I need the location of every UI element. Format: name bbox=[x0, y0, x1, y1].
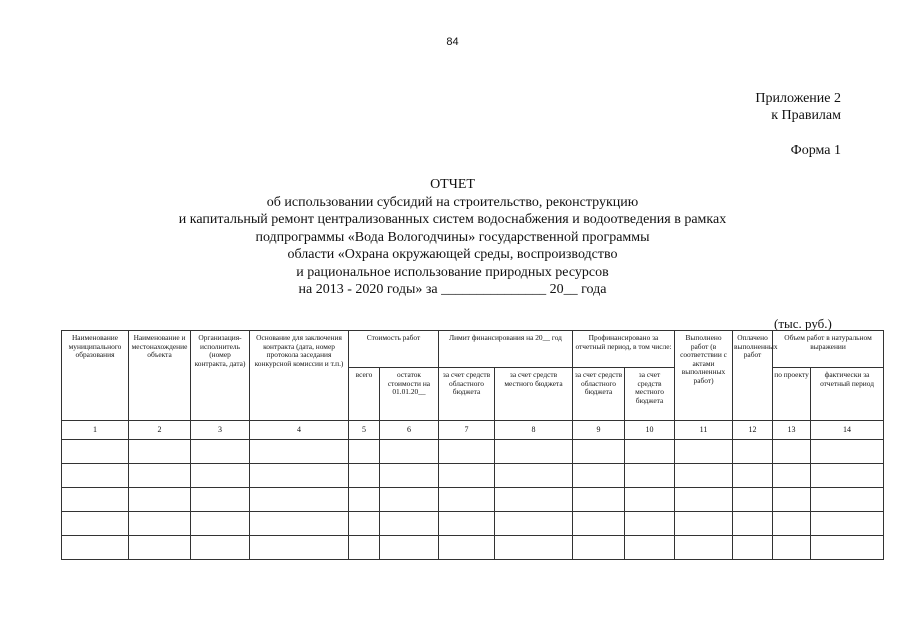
table-cell bbox=[675, 536, 733, 560]
table-cell bbox=[129, 488, 191, 512]
table-cell bbox=[573, 536, 625, 560]
table-cell bbox=[573, 464, 625, 488]
header-financed-regional: за счет средств областного бюджета bbox=[573, 368, 625, 421]
header-work-done: Выполнено работ (в соответствии с актами выполненных работ) bbox=[675, 331, 733, 421]
table-cell bbox=[495, 512, 573, 536]
table-row bbox=[62, 488, 884, 512]
table-cell bbox=[62, 488, 129, 512]
header-volume-actual: фактически за отчетный период bbox=[811, 368, 884, 421]
table-cell bbox=[773, 536, 811, 560]
title-line: об использовании субсидий на строительство, реконструкцию bbox=[266, 194, 639, 210]
header-limit-regional: за счет средств областного бюджета bbox=[439, 368, 495, 421]
table-cell bbox=[733, 440, 773, 464]
appendix-label: Приложение 2 bbox=[755, 91, 841, 106]
column-number: 12 bbox=[733, 421, 773, 440]
table-cell bbox=[625, 512, 675, 536]
column-numbers-row bbox=[62, 421, 884, 440]
table-cell bbox=[733, 488, 773, 512]
table-cell bbox=[129, 440, 191, 464]
column-number: 8 bbox=[495, 421, 573, 440]
column-number: 5 bbox=[349, 421, 380, 440]
header-volume-project: по проекту bbox=[773, 368, 811, 421]
table-cell bbox=[773, 440, 811, 464]
table-cell bbox=[62, 512, 129, 536]
table-cell bbox=[191, 440, 250, 464]
table-cell bbox=[349, 536, 380, 560]
column-number: 2 bbox=[129, 421, 191, 440]
table-cell bbox=[349, 464, 380, 488]
header-paid: Оплачено выполненных работ bbox=[733, 331, 773, 421]
column-number: 7 bbox=[439, 421, 495, 440]
table-row bbox=[62, 536, 884, 560]
header-contractor: Организация-исполнитель (номер контракта, дата) bbox=[191, 331, 250, 421]
table-cell bbox=[439, 488, 495, 512]
table-cell bbox=[811, 512, 884, 536]
table-cell bbox=[439, 464, 495, 488]
table-row bbox=[62, 440, 884, 464]
report-table bbox=[61, 330, 884, 560]
table-cell bbox=[349, 488, 380, 512]
title-line: и рациональное использование природных ресурсов bbox=[296, 264, 609, 280]
table-cell bbox=[380, 512, 439, 536]
table-cell bbox=[62, 464, 129, 488]
table-cell bbox=[495, 488, 573, 512]
header-object: Наименование и местонахождение объекта bbox=[129, 331, 191, 421]
table-cell bbox=[380, 536, 439, 560]
table-cell bbox=[495, 440, 573, 464]
column-number: 11 bbox=[675, 421, 733, 440]
table-cell bbox=[811, 464, 884, 488]
header-municipality: Наименование муниципального образования bbox=[62, 331, 129, 421]
table-cell bbox=[811, 440, 884, 464]
header-cost-total: всего bbox=[349, 368, 380, 421]
form-label: Форма 1 bbox=[790, 143, 841, 158]
table-cell bbox=[773, 464, 811, 488]
header-group-volume: Объем работ в натуральном выражении bbox=[773, 331, 884, 368]
table-cell bbox=[380, 440, 439, 464]
table-cell bbox=[191, 512, 250, 536]
table-cell bbox=[625, 488, 675, 512]
table-cell bbox=[250, 440, 349, 464]
table-cell bbox=[811, 488, 884, 512]
table-cell bbox=[62, 536, 129, 560]
header-limit-local: за счет средств местного бюджета bbox=[495, 368, 573, 421]
table-cell bbox=[495, 536, 573, 560]
table-cell bbox=[439, 512, 495, 536]
table-cell bbox=[811, 536, 884, 560]
column-number: 13 bbox=[773, 421, 811, 440]
header-group-limit: Лимит финансирования на 20__ год bbox=[439, 331, 573, 368]
table-cell bbox=[439, 440, 495, 464]
table-cell bbox=[573, 488, 625, 512]
header-group-financed: Профинансировано за отчетный период, в том числе: bbox=[573, 331, 675, 368]
table-cell bbox=[129, 512, 191, 536]
table-cell bbox=[675, 512, 733, 536]
table-cell bbox=[62, 440, 129, 464]
header-contract-basis: Основание для заключения контракта (дата, номер протокола заседания конкурсной комиссии и т.п.) bbox=[250, 331, 349, 421]
column-number: 1 bbox=[62, 421, 129, 440]
title-line: и капитальный ремонт централизованных систем водоснабжения и водоотведения в рамках bbox=[178, 212, 727, 227]
table-cell bbox=[250, 512, 349, 536]
table-cell bbox=[625, 440, 675, 464]
table-cell bbox=[129, 464, 191, 488]
title-line: на 2013 - 2020 годы» за _______________ 20__ года bbox=[298, 282, 607, 297]
column-number: 9 bbox=[573, 421, 625, 440]
title-line: ОТЧЕТ bbox=[430, 177, 475, 192]
table-cell bbox=[191, 536, 250, 560]
header-group-cost: Стоимость работ bbox=[349, 331, 439, 368]
table-cell bbox=[349, 440, 380, 464]
table-cell bbox=[573, 440, 625, 464]
table-cell bbox=[675, 488, 733, 512]
table-cell bbox=[191, 488, 250, 512]
table-cell bbox=[380, 464, 439, 488]
column-number: 3 bbox=[191, 421, 250, 440]
page-number: 84 bbox=[446, 36, 459, 48]
units-label: (тыс. руб.) bbox=[774, 316, 832, 331]
table-cell bbox=[675, 464, 733, 488]
table-cell bbox=[733, 536, 773, 560]
table-row bbox=[62, 512, 884, 536]
table-cell bbox=[675, 440, 733, 464]
title-line: подпрограммы «Вода Вологодчины» государственной программы bbox=[255, 229, 650, 245]
table-cell bbox=[129, 536, 191, 560]
table-cell bbox=[250, 464, 349, 488]
table-cell bbox=[495, 464, 573, 488]
table-cell bbox=[250, 536, 349, 560]
column-number: 6 bbox=[380, 421, 439, 440]
table-row bbox=[62, 464, 884, 488]
title-line: области «Охрана окружающей среды, воспроизводство bbox=[287, 247, 618, 262]
header-cost-remaining: остаток стоимости на 01.01.20__ bbox=[380, 368, 439, 421]
table-cell bbox=[625, 464, 675, 488]
table-cell bbox=[625, 536, 675, 560]
table-cell bbox=[349, 512, 380, 536]
table-cell bbox=[250, 488, 349, 512]
table-cell bbox=[380, 488, 439, 512]
table-cell bbox=[573, 512, 625, 536]
table-cell bbox=[733, 464, 773, 488]
table-cell bbox=[773, 488, 811, 512]
table-cell bbox=[191, 464, 250, 488]
appendix-rules-label: к Правилам bbox=[771, 108, 841, 123]
header-financed-local: за счет средств местного бюджета bbox=[625, 368, 675, 421]
column-number: 4 bbox=[250, 421, 349, 440]
table-cell bbox=[439, 536, 495, 560]
report-title bbox=[0, 176, 905, 299]
column-number: 14 bbox=[811, 421, 884, 440]
column-number: 10 bbox=[625, 421, 675, 440]
table-cell bbox=[773, 512, 811, 536]
table-cell bbox=[733, 512, 773, 536]
